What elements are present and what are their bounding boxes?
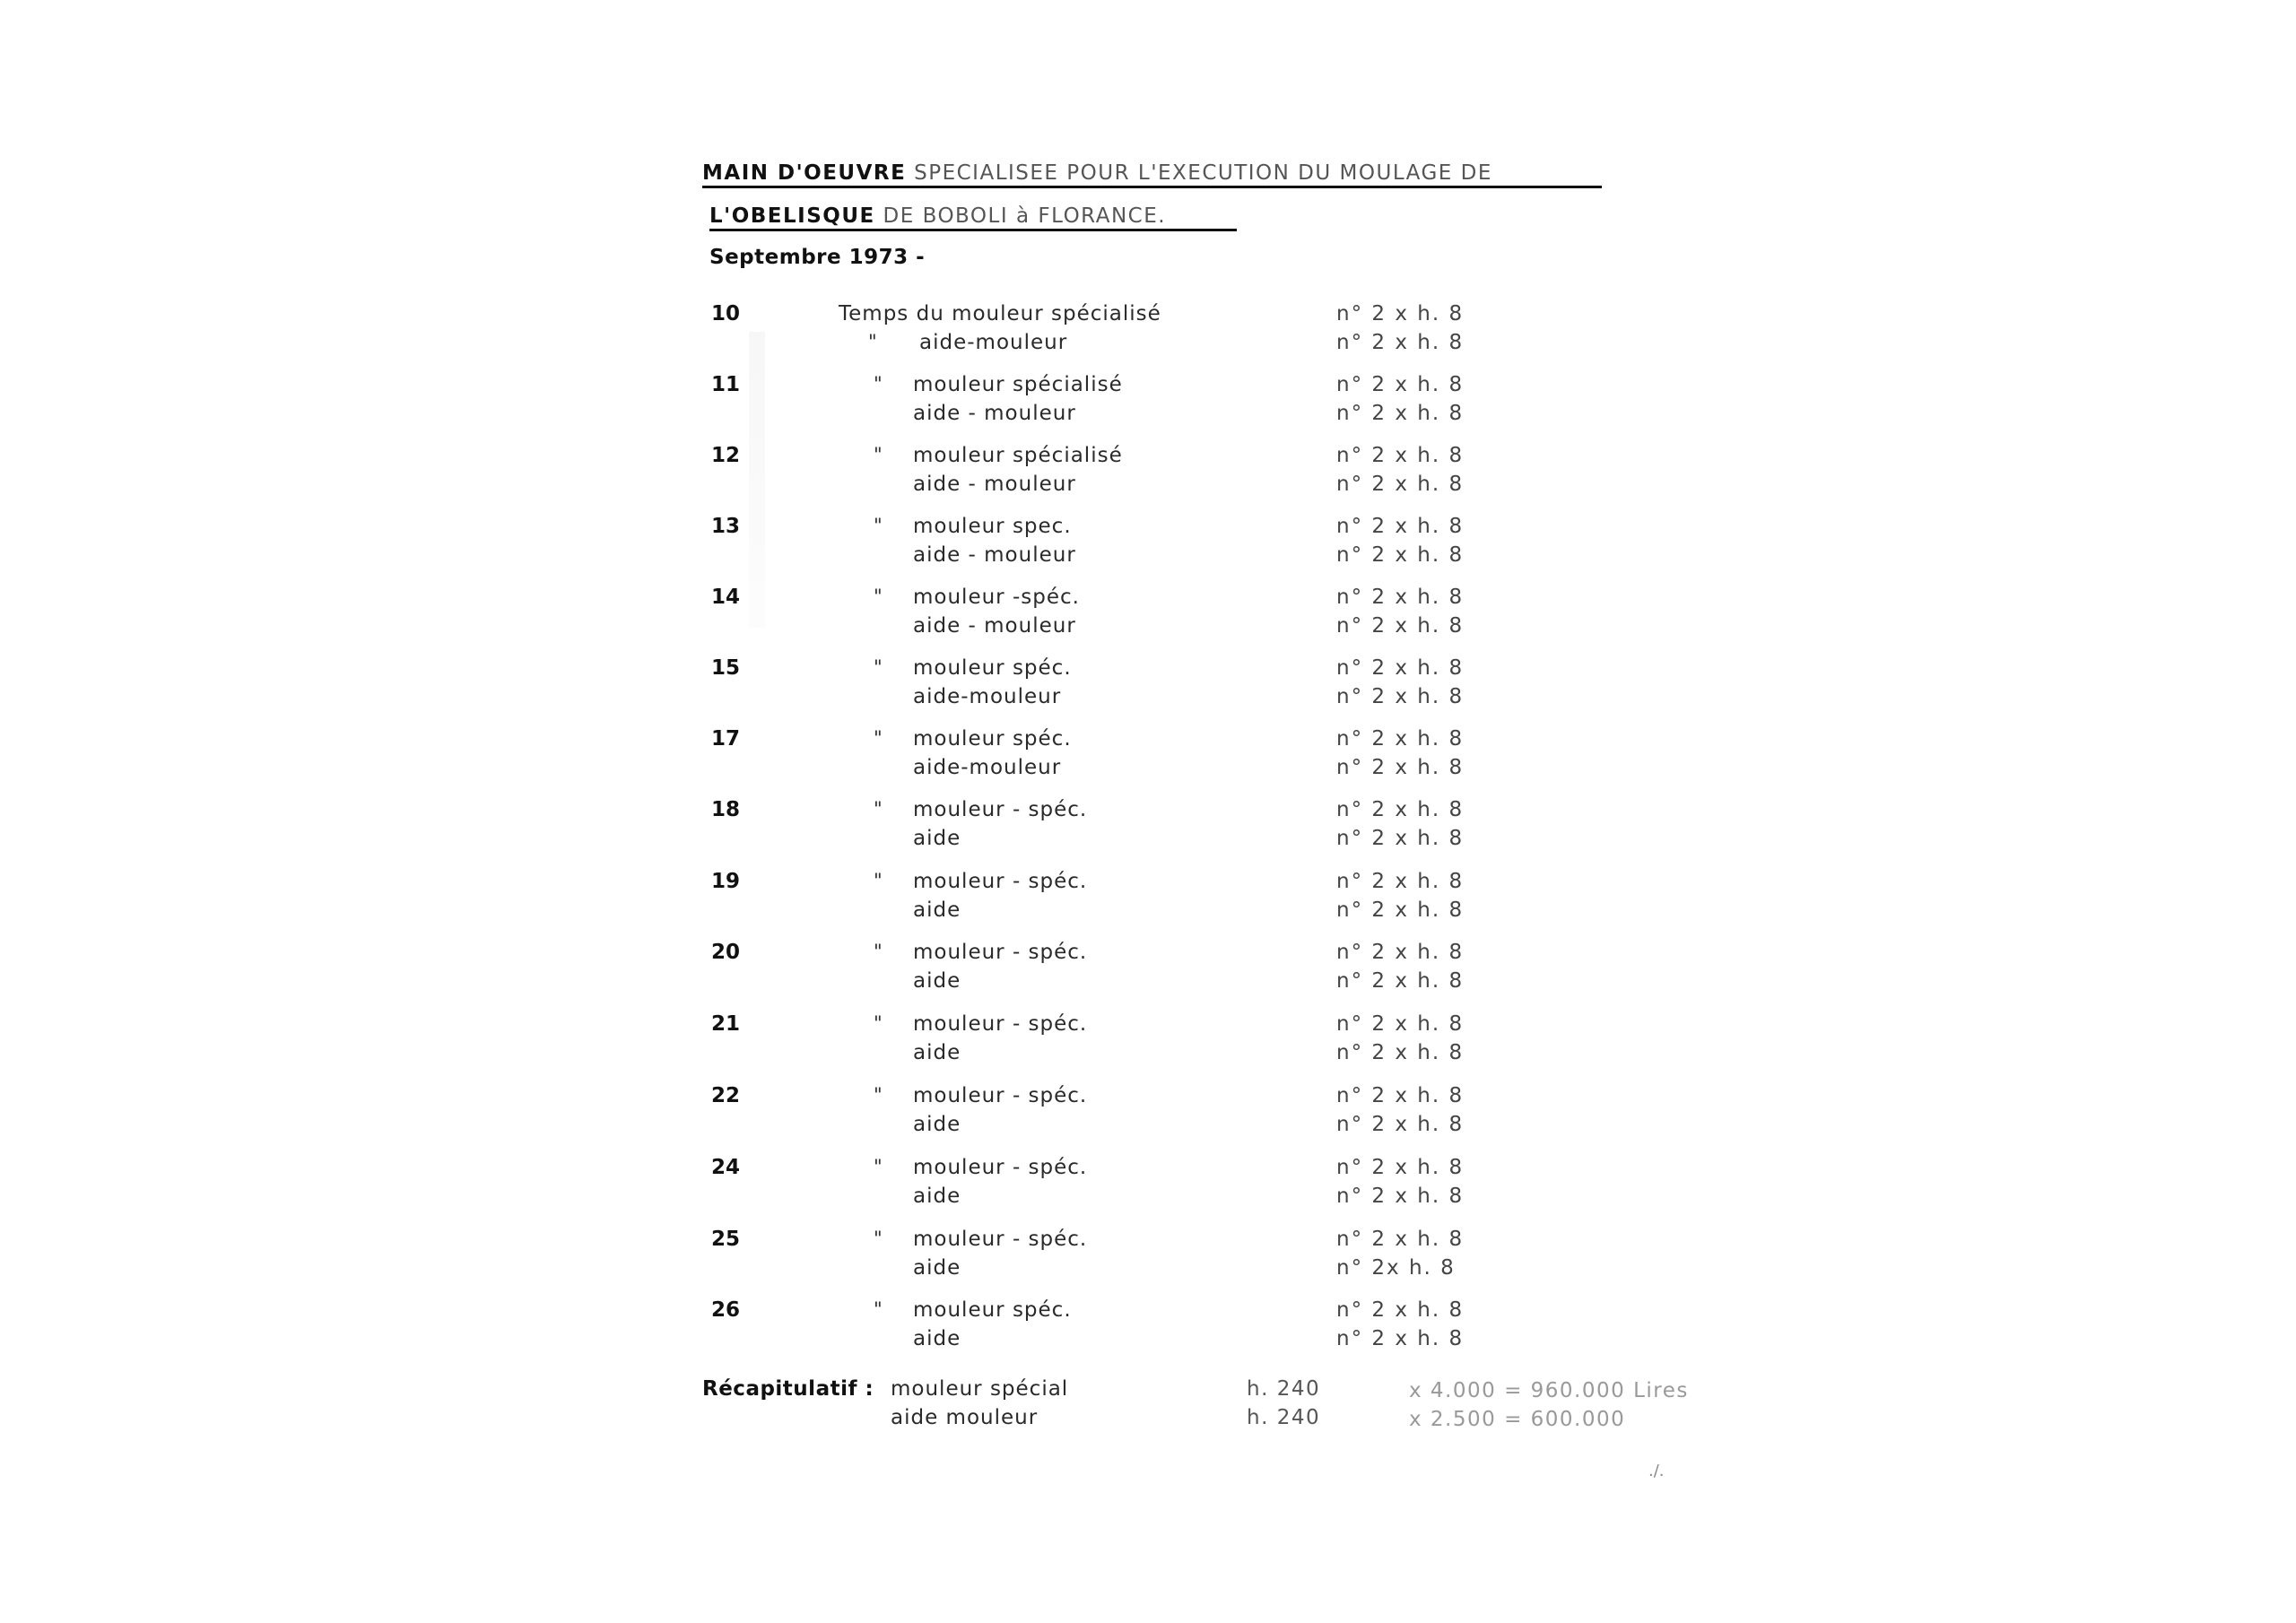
entry-day: 13: [711, 515, 741, 538]
entry-qty-2: n° 2 x h. 8: [1336, 827, 1465, 850]
entry-role-2: aide: [913, 1041, 961, 1064]
recap-line2-calc: x 2.500 = 600.000: [1409, 1408, 1626, 1431]
entry-qty-2: n° 2 x h. 8: [1336, 402, 1465, 425]
entry-day: 24: [711, 1156, 741, 1179]
entry-role-2: aide-mouleur: [919, 331, 1068, 354]
entry-qty-2: n° 2 x h. 8: [1336, 1185, 1465, 1208]
entry-role-1: Temps du mouleur spécialisé: [839, 302, 1161, 325]
entry-qty-1: n° 2 x h. 8: [1336, 373, 1465, 396]
entry-day: 14: [711, 586, 741, 609]
entry-qty-1: n° 2 x h. 8: [1336, 444, 1465, 467]
entry-qty-1: n° 2 x h. 8: [1336, 1156, 1465, 1179]
entry-row: [0, 941, 2296, 1000]
entry-role-1: mouleur - spéc.: [913, 1084, 1088, 1107]
entry-row: [0, 1228, 2296, 1287]
entry-role-1: mouleur spec.: [913, 515, 1072, 538]
entry-role-1: mouleur -spéc.: [913, 586, 1080, 609]
entry-role-1: mouleur - spéc.: [913, 870, 1088, 893]
entry-row: [0, 1298, 2296, 1358]
title-line-2-light: DE BOBOLI à FLORANCE.: [874, 204, 1167, 228]
ditto-mark: ": [874, 1084, 883, 1106]
entry-qty-1: n° 2 x h. 8: [1336, 727, 1465, 751]
entry-role-2: aide - mouleur: [913, 543, 1076, 567]
entry-role-2: aide - mouleur: [913, 614, 1076, 638]
page-continuation-mark: ./.: [1648, 1462, 1665, 1480]
ditto-mark: ": [874, 515, 883, 536]
entry-role-2: aide: [913, 827, 961, 850]
entry-qty-2: n° 2 x h. 8: [1336, 1113, 1465, 1136]
entry-qty-1: n° 2 x h. 8: [1336, 798, 1465, 821]
title-line-1-dark: MAIN D'OEUVRE: [702, 161, 907, 185]
ditto-mark: ": [874, 656, 883, 678]
entry-role-1: mouleur - spéc.: [913, 798, 1088, 821]
entry-day: 21: [711, 1012, 741, 1036]
entry-day: 12: [711, 444, 741, 467]
entry-role-1: mouleur spéc.: [913, 1298, 1072, 1322]
entry-qty-1: n° 2 x h. 8: [1336, 586, 1465, 609]
ditto-mark: ": [874, 727, 883, 749]
title-line-2: [709, 204, 1166, 228]
entry-day: 10: [711, 302, 741, 325]
entry-day: 22: [711, 1084, 741, 1107]
entry-role-2: aide - mouleur: [913, 402, 1076, 425]
entry-qty-2: n° 2 x h. 8: [1336, 473, 1465, 496]
entry-role-2: aide: [913, 898, 961, 922]
recap-block: [702, 1377, 1868, 1440]
entry-row: [0, 444, 2296, 503]
recap-line1-role: mouleur spécial: [891, 1377, 1069, 1401]
entry-role-1: mouleur spéc.: [913, 727, 1072, 751]
entry-qty-1: n° 2 x h. 8: [1336, 1084, 1465, 1107]
entry-qty-2: n° 2 x h. 8: [1336, 331, 1465, 354]
entry-row: [0, 727, 2296, 786]
entry-role-2: aide: [913, 1185, 961, 1208]
entry-row: [0, 373, 2296, 432]
title-underline-1: [702, 186, 1602, 188]
document-date: Septembre 1973 -: [709, 246, 926, 269]
ditto-mark: ": [874, 1298, 883, 1320]
ditto-mark: ": [874, 1156, 883, 1177]
entry-qty-1: n° 2 x h. 8: [1336, 656, 1465, 680]
ditto-mark: ": [874, 373, 883, 395]
entry-row: [0, 656, 2296, 716]
recap-line2-hours: h. 240: [1247, 1406, 1321, 1429]
ditto-mark: ": [874, 1012, 883, 1034]
entry-qty-1: n° 2 x h. 8: [1336, 1228, 1465, 1251]
entry-qty-2: n° 2 x h. 8: [1336, 969, 1465, 993]
ditto-mark: ": [874, 870, 883, 891]
entry-row: [0, 798, 2296, 857]
entry-role-2: aide: [913, 1113, 961, 1136]
entry-row: [0, 1084, 2296, 1143]
recap-label: Récapitulatif :: [702, 1377, 874, 1401]
entry-role-2: aide-mouleur: [913, 685, 1062, 708]
ditto-mark: ": [874, 444, 883, 465]
entry-role-1: mouleur - spéc.: [913, 1156, 1088, 1179]
entry-qty-1: n° 2 x h. 8: [1336, 302, 1465, 325]
entry-qty-1: n° 2 x h. 8: [1336, 941, 1465, 964]
title-line-2-dark: L'OBELISQUE: [709, 204, 875, 228]
entry-qty-2: n° 2 x h. 8: [1336, 543, 1465, 567]
entry-role-2: aide-mouleur: [913, 756, 1062, 779]
entry-day: 18: [711, 798, 741, 821]
entry-row: [0, 302, 2296, 361]
entry-role-2: aide - mouleur: [913, 473, 1076, 496]
entry-qty-2: n° 2 x h. 8: [1336, 1327, 1465, 1350]
entry-role-1: mouleur - spéc.: [913, 1228, 1088, 1251]
entry-qty-1: n° 2 x h. 8: [1336, 870, 1465, 893]
entry-qty-1: n° 2 x h. 8: [1336, 515, 1465, 538]
recap-line1-hours: h. 240: [1247, 1377, 1321, 1401]
entry-qty-2: n° 2 x h. 8: [1336, 685, 1465, 708]
title-underline-2: [709, 229, 1237, 231]
entry-day: 20: [711, 941, 741, 964]
entry-role-2: aide: [913, 969, 961, 993]
entry-day: 17: [711, 727, 741, 751]
entry-row: [0, 586, 2296, 645]
entry-row: [0, 515, 2296, 574]
entry-qty-2: n° 2 x h. 8: [1336, 614, 1465, 638]
entry-qty-1: n° 2 x h. 8: [1336, 1298, 1465, 1322]
entry-role-1: mouleur spéc.: [913, 656, 1072, 680]
recap-line2-role: aide mouleur: [891, 1406, 1039, 1429]
entry-role-1: mouleur - spéc.: [913, 1012, 1088, 1036]
entry-day: 26: [711, 1298, 741, 1322]
title-line-1: [702, 161, 1492, 185]
entry-qty-1: n° 2 x h. 8: [1336, 1012, 1465, 1036]
entry-row: [0, 870, 2296, 929]
entry-row: [0, 1156, 2296, 1215]
entry-day: 11: [711, 373, 741, 396]
ditto-mark: ": [874, 586, 883, 607]
entry-qty-2: n° 2x h. 8: [1336, 1256, 1456, 1280]
entry-day: 19: [711, 870, 741, 893]
recap-line1-calc: x 4.000 = 960.000 Lires: [1409, 1379, 1689, 1402]
entry-role-1: mouleur - spéc.: [913, 941, 1088, 964]
entry-row: [0, 1012, 2296, 1072]
entry-qty-2: n° 2 x h. 8: [1336, 756, 1465, 779]
entry-day: 15: [711, 656, 741, 680]
ditto-mark: ": [874, 1228, 883, 1249]
ditto-mark: ": [874, 941, 883, 962]
ditto-mark: ": [874, 798, 883, 820]
entry-role-2: aide: [913, 1327, 961, 1350]
entry-role-1: mouleur spécialisé: [913, 444, 1123, 467]
entry-day: 25: [711, 1228, 741, 1251]
ditto-mark: ": [868, 331, 877, 352]
entry-role-1: mouleur spécialisé: [913, 373, 1123, 396]
title-line-1-light: SPECIALISEE POUR L'EXECUTION DU MOULAGE DE: [906, 161, 1492, 185]
entry-qty-2: n° 2 x h. 8: [1336, 1041, 1465, 1064]
entry-role-2: aide: [913, 1256, 961, 1280]
entry-qty-2: n° 2 x h. 8: [1336, 898, 1465, 922]
